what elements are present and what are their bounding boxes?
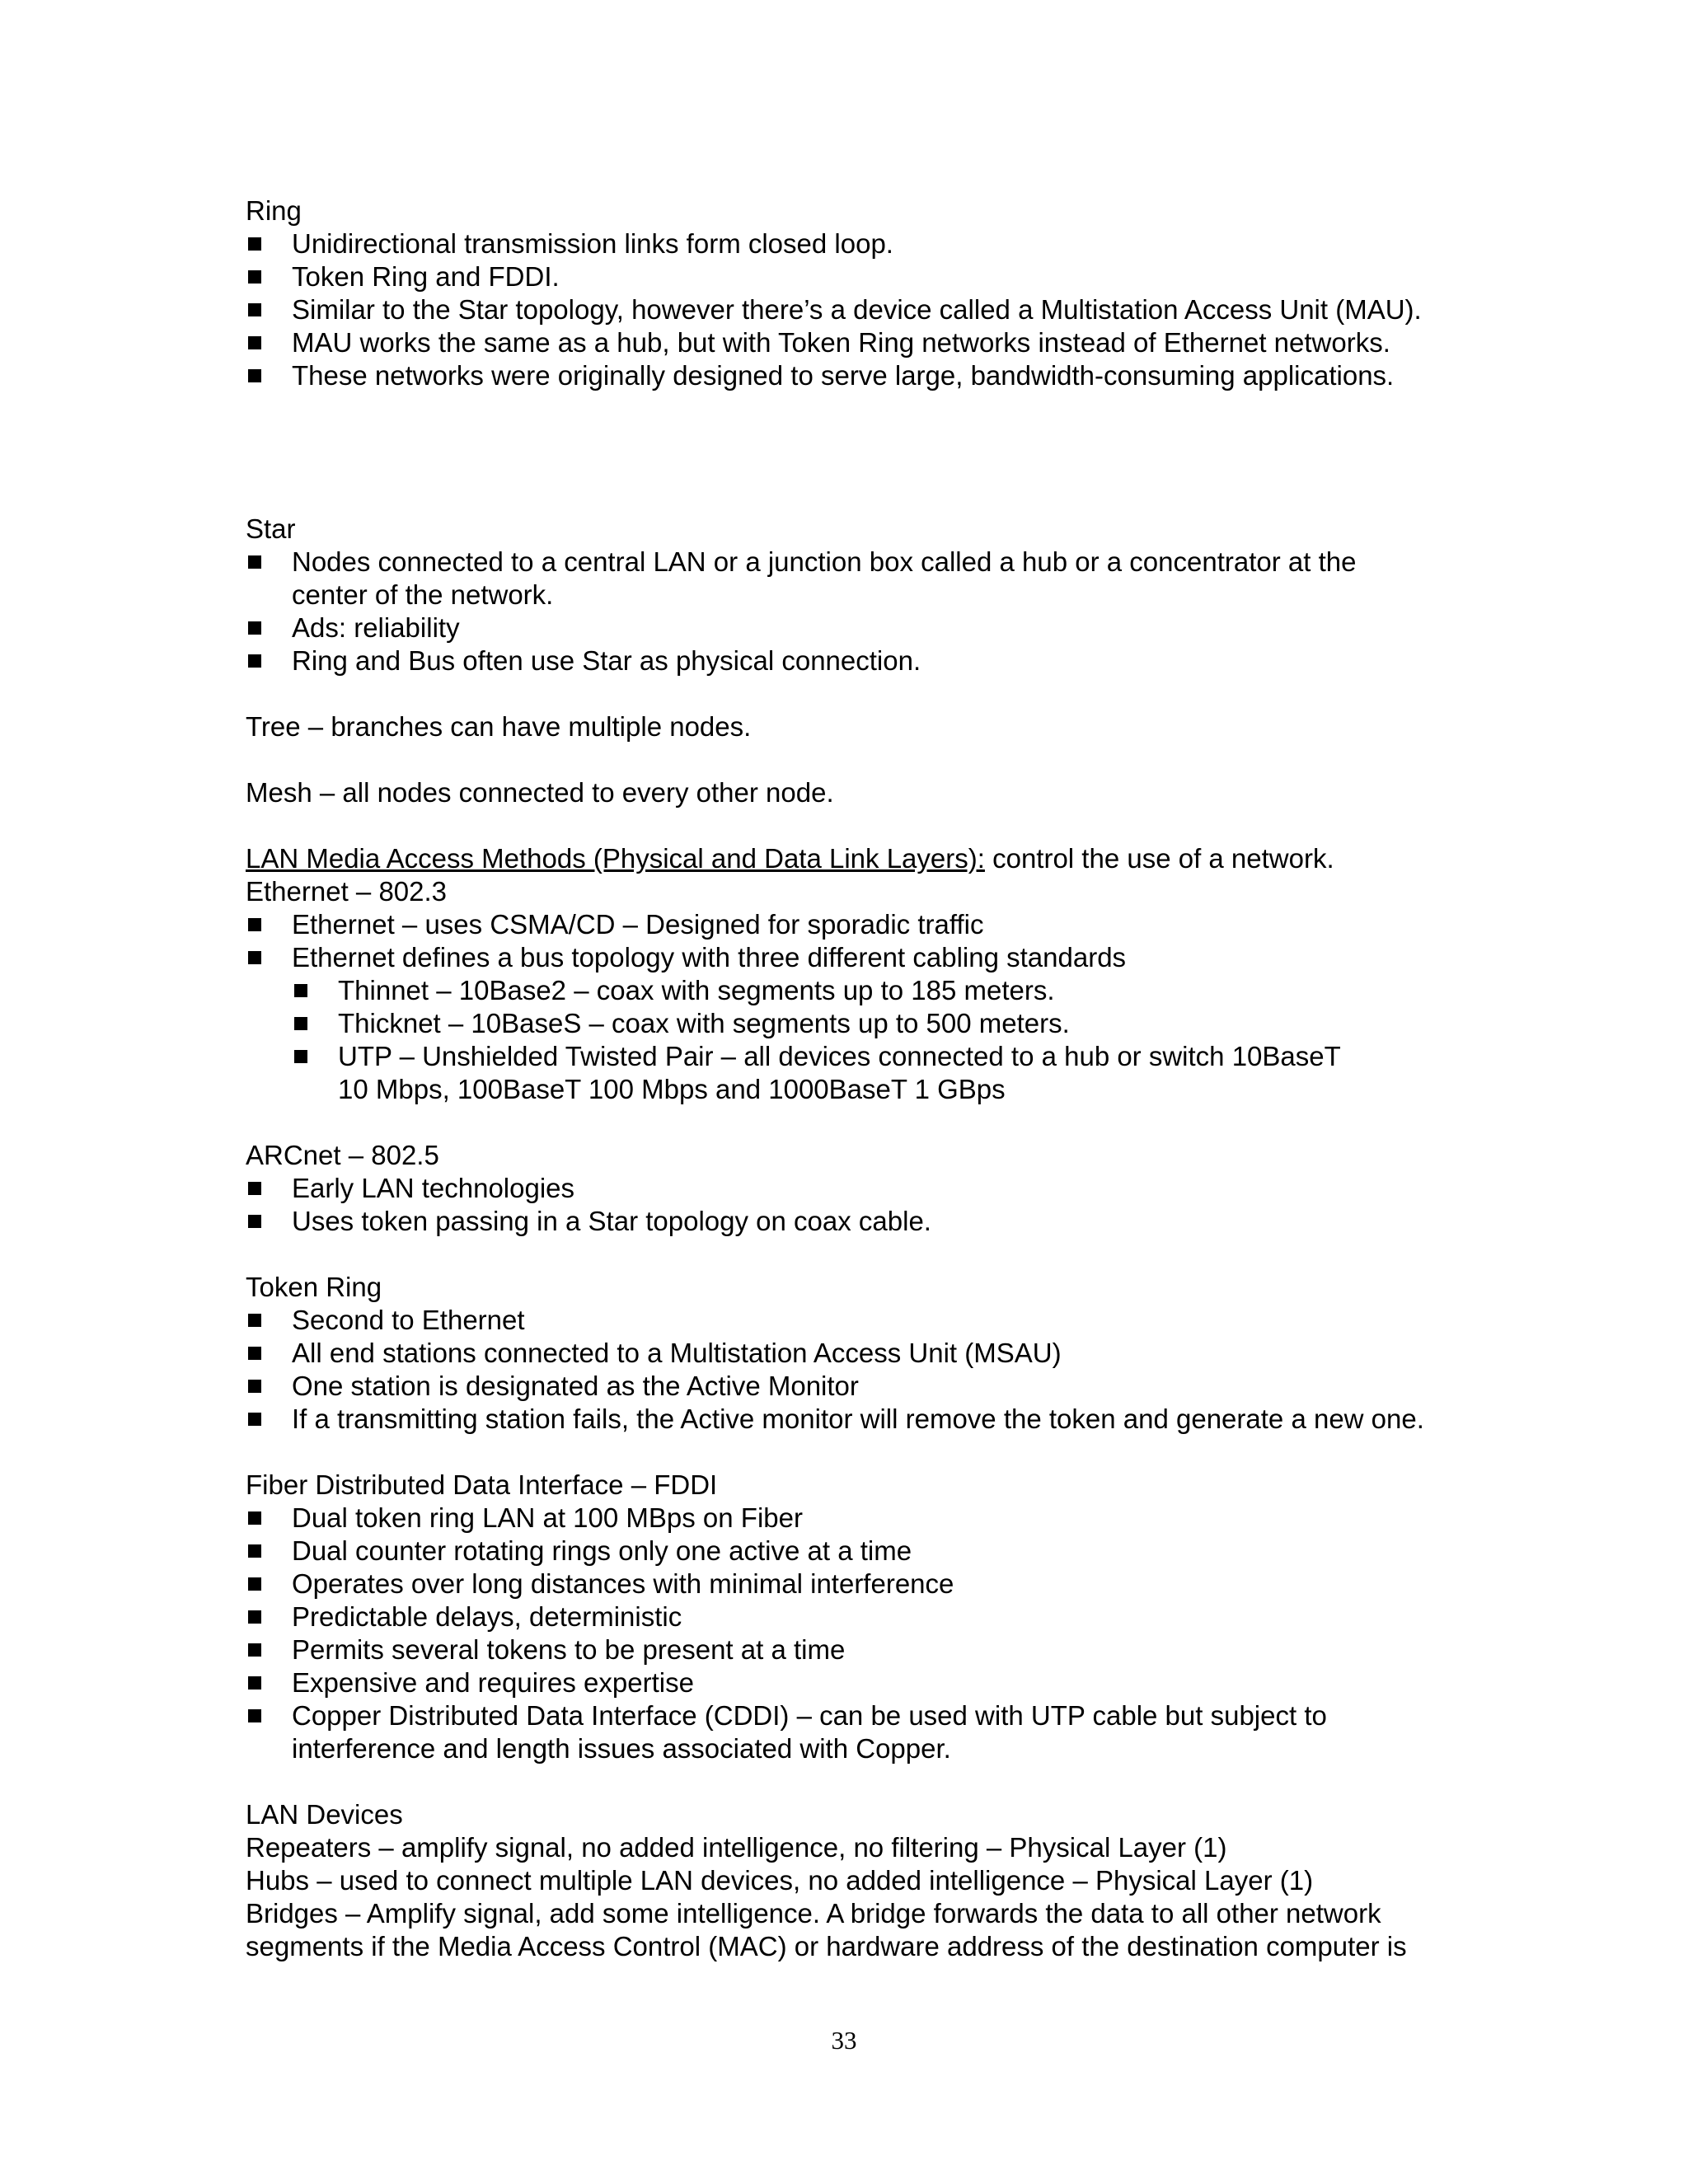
list-item: Ads: reliability [246,612,1482,644]
spacer [246,1436,1482,1469]
lan-devices-line: segments if the Media Access Control (MAC) or hardware address of the destination computer is [246,1931,1407,1961]
star-list [246,546,1482,677]
lan-devices-line: Bridges – Amplify signal, add some intelligence. A bridge forwards the data to all other network [246,1898,1381,1929]
lan-devices-heading: LAN Devices [246,1799,403,1830]
list-item: If a transmitting station fails, the Active monitor will remove the token and generate a new one. [246,1403,1482,1436]
spacer [246,743,1482,776]
list-item: Early LAN technologies [246,1172,1482,1205]
list-item: Copper Distributed Data Interface (CDDI) – can be used with UTP cable but subject to interference and length issues associated with Copper. [246,1699,1396,1765]
list-item: UTP – Unshielded Twisted Pair – all devices connected to a hub or switch 10BaseT 10 Mbps, 100BaseT 100 Mbps and 1000BaseT 1 GBps [292,1040,1376,1106]
list-item: Thinnet – 10Base2 – coax with segments up to 185 meters. [292,974,1482,1007]
list-item: MAU works the same as a hub, but with Token Ring networks instead of Ethernet networks. [246,326,1482,359]
spacer [246,809,1482,842]
list-item: Ethernet – uses CSMA/CD – Designed for sporadic traffic [246,908,1482,941]
ethernet-sublist [246,974,1482,1106]
fddi-list [246,1502,1482,1765]
list-item: Dual token ring LAN at 100 MBps on Fiber [246,1502,1482,1535]
spacer [246,480,1482,513]
list-item: Dual counter rotating rings only one active at a time [246,1535,1482,1568]
arcnet-list [246,1172,1482,1238]
arcnet-heading: ARCnet – 802.5 [246,1140,439,1170]
list-item: These networks were originally designed to serve large, bandwidth-consuming applications. [246,359,1482,392]
list-item: Similar to the Star topology, however there’s a device called a Multistation Access Unit (MAU). [246,293,1482,326]
list-item: Uses token passing in a Star topology on coax cable. [246,1205,1482,1238]
list-item: Unidirectional transmission links form closed loop. [246,227,1482,260]
list-item: Second to Ethernet [246,1304,1482,1337]
star-heading: Star [246,513,296,544]
list-item: Thicknet – 10BaseS – coax with segments up to 500 meters. [292,1007,1482,1040]
list-item: Operates over long distances with minimal interference [246,1568,1482,1601]
token-ring-list [246,1304,1482,1436]
spacer [246,677,1482,710]
fddi-heading: Fiber Distributed Data Interface – FDDI [246,1469,718,1500]
spacer [246,1106,1482,1139]
list-item: Ethernet defines a bus topology with three different cabling standards [246,941,1482,974]
list-item: Ring and Bus often use Star as physical connection. [246,644,1482,677]
ring-heading: Ring [246,195,302,226]
lan-media-title: LAN Media Access Methods (Physical and Data Link Layers): [246,843,985,874]
list-item: One station is designated as the Active Monitor [246,1370,1482,1403]
token-ring-heading: Token Ring [246,1272,382,1302]
list-item: Token Ring and FDDI. [246,260,1482,293]
spacer [246,1765,1482,1798]
list-item: Predictable delays, deterministic [246,1601,1482,1633]
lan-media-line [246,842,1482,875]
spacer [246,392,1482,480]
page-number: 33 [831,2026,857,2055]
list-item: All end stations connected to a Multistation Access Unit (MSAU) [246,1337,1482,1370]
lan-devices-line: Hubs – used to connect multiple LAN devices, no added intelligence – Physical Layer (1) [246,1865,1314,1896]
mesh-line: Mesh – all nodes connected to every other node. [246,777,834,808]
tree-line: Tree – branches can have multiple nodes. [246,711,752,742]
lan-media-desc: control the use of a network. [984,843,1334,874]
spacer [246,1238,1482,1271]
ring-list [246,227,1482,392]
list-item: Expensive and requires expertise [246,1666,1482,1699]
lan-devices-line: Repeaters – amplify signal, no added intelligence, no filtering – Physical Layer (1) [246,1832,1227,1863]
list-item: Permits several tokens to be present at a time [246,1633,1482,1666]
ethernet-list [246,908,1482,974]
ethernet-heading: Ethernet – 802.3 [246,876,448,907]
page-content [246,194,1482,1963]
list-item: Nodes connected to a central LAN or a junction box called a hub or a concentrator at the center of the network. [246,546,1421,612]
